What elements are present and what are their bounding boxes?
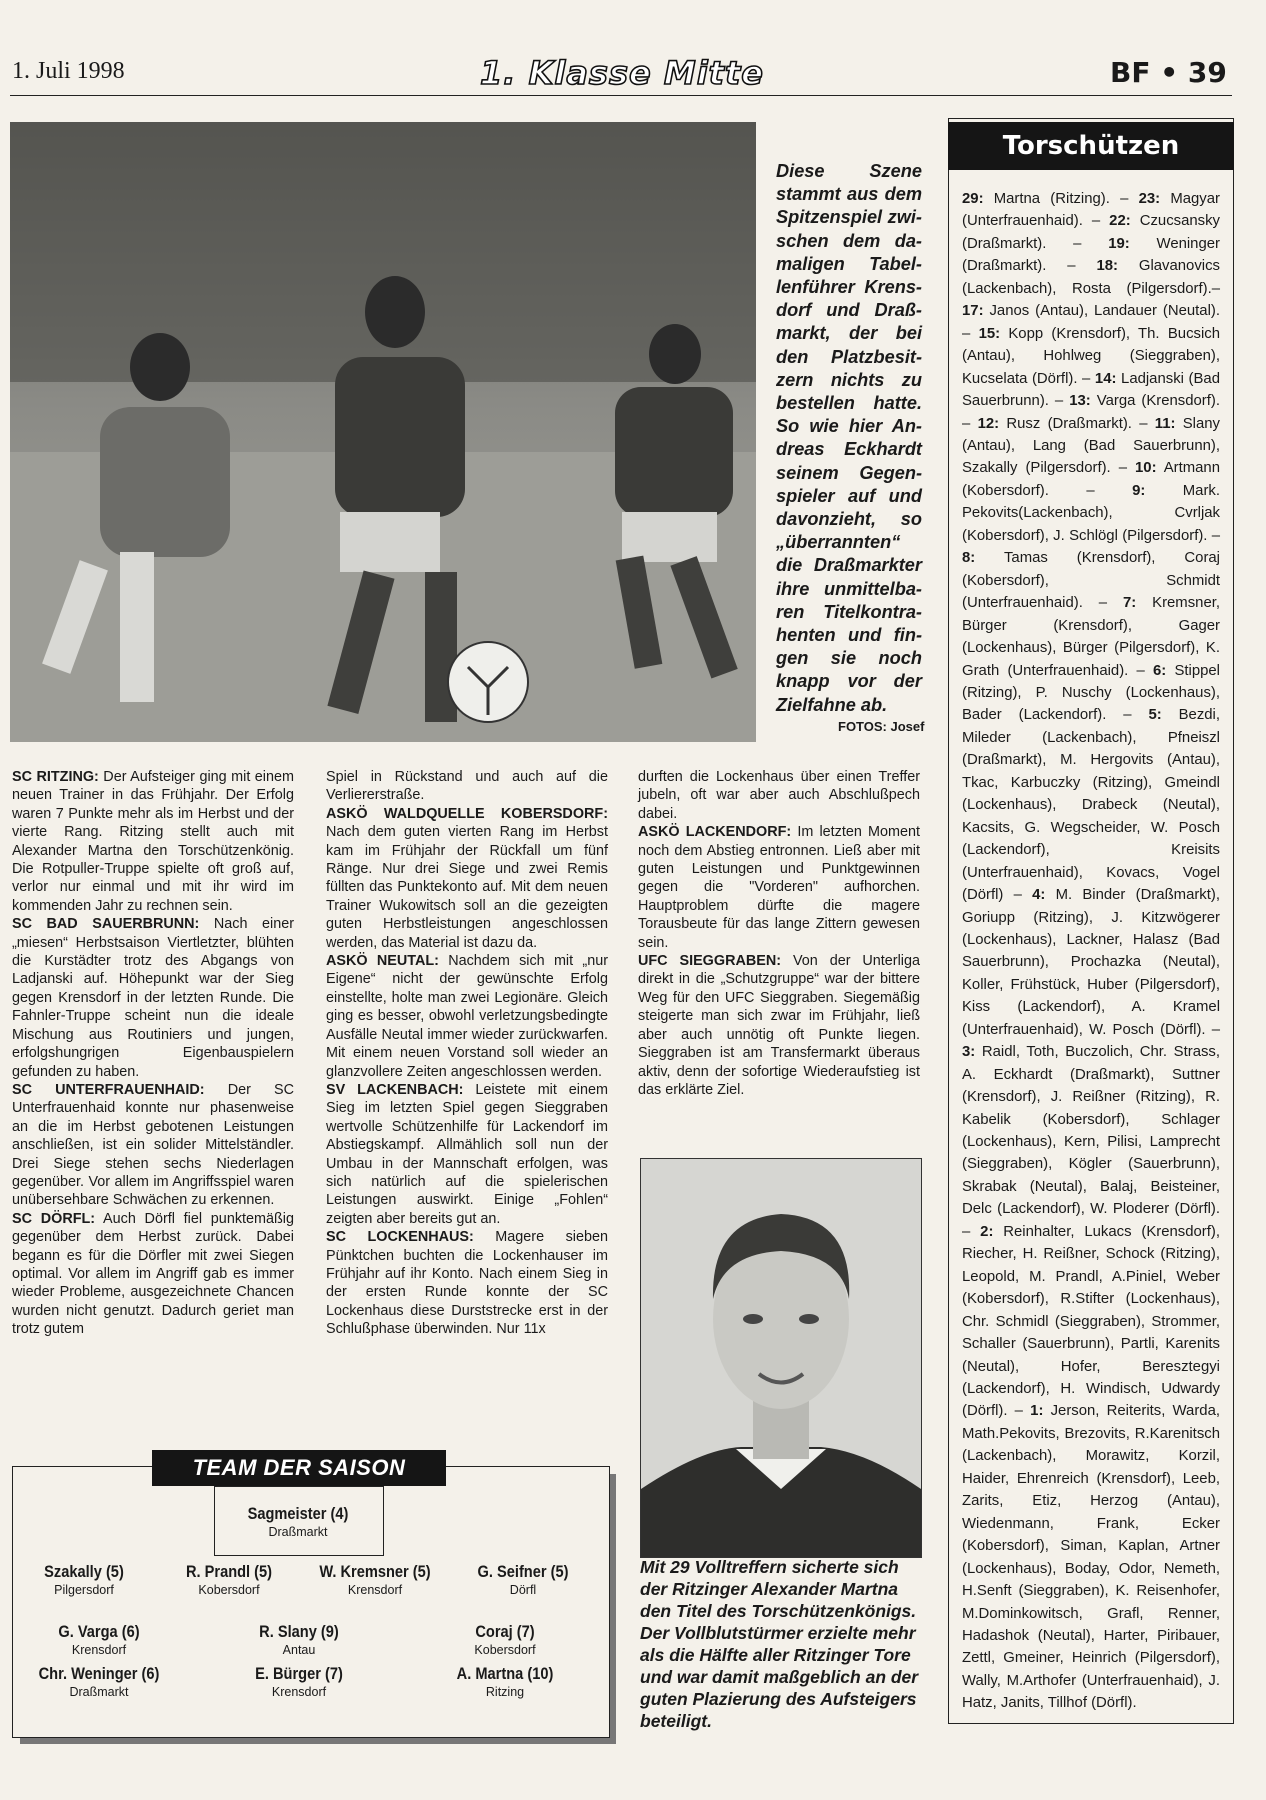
player-club: Kobersdorf <box>474 1643 536 1657</box>
player-name: Chr. Weninger (6) <box>38 1664 160 1683</box>
scorer-names: Varga (Krensdorf). – <box>962 393 1220 432</box>
team-player <box>14 1664 184 1699</box>
photo-caption-line: lenführer Krens- <box>776 277 922 298</box>
player-club: Kobersdorf <box>198 1583 260 1597</box>
club-heading: SC RITZING: <box>12 769 99 785</box>
goal-count: 4: <box>1032 887 1046 904</box>
photo-caption-line: gen sie noch <box>776 648 922 669</box>
photo-caption-line: markt, der bei <box>776 323 922 344</box>
goal-count: 22: <box>1109 213 1131 230</box>
photo-caption-line: dorf und Draß- <box>776 300 922 321</box>
paragraph-text: durften die Lockenhaus über einen Treffer jubeln, oft war aber auch Abschlußpech dabei. <box>638 769 920 822</box>
photo-caption <box>776 160 922 717</box>
player-club: Antau <box>282 1643 316 1657</box>
paragraph-text: Nach einer „miesen“ Herbstsaison Viertletzter, blühten die Kurstädter trotz des Abgangs von Ladjanski auf. Höhepunkt war der Sieg gegen Krensdorf in der letzten Runde. Die Fahnler-Truppe scheint nun die ideale Mischung aus Routiniers und jungen, erfolgshungrigen Eigenbauspielern gefunden zu haben. <box>12 916 295 1080</box>
scorer-names: Jerson, Reiterits, Warda, Math.Pekovits, Brezovits, R.Karenitsch (Lackenbach), Morawitz, Korzil, Haider, Ehrenreich (Krensdorf), Leeb, Zarits, Etiz, Herzog (Antau), Wiedenmann, Frank, Ecker (Kobersdorf), Siman, Kaplan, Artner (Lockenhaus), Boday, Odor, Nemeth, H.Senft (Sieggraben), K. Reisenhofer, M.Dominkowitsch, Grafl, Renner, Hadashok (Neutal), Harter, Piribauer, Zettl, Gmeiner, Heinrich (Pilgersdorf), Wally, M.Arthofer (Unterfrauenhaid), J. Hatz, Janits, Tillhof (Dörfl). <box>962 1403 1220 1712</box>
photo-caption-line: spieler auf und <box>776 485 922 506</box>
photo-caption-line: dreas Eckhardt <box>776 439 922 460</box>
photo-caption-line: So wie hier An- <box>776 416 922 437</box>
club-heading: ASKÖ LACKENDORF: <box>638 824 792 841</box>
goal-count: 5: <box>1148 707 1162 724</box>
player-name: A. Martna (10) <box>456 1664 554 1683</box>
goal-count: 17: <box>962 303 984 320</box>
player-name: Coraj (7) <box>475 1622 535 1641</box>
header-rule <box>10 95 1232 96</box>
article-paragraph <box>12 1081 294 1210</box>
article-paragraph <box>12 1210 294 1339</box>
scorer-names: Magyar (Unterfrauenhaid). – <box>962 191 1220 230</box>
scorer-names: Stippel (Ritzing), P. Nuschy (Lockenhaus), Bader (Lackendorf). – <box>962 662 1220 724</box>
article-paragraph <box>326 768 608 805</box>
goal-count: 12: <box>977 415 1000 432</box>
goal-count: 13: <box>1069 393 1091 410</box>
scorer-names: Glavanovics (Lackenbach), Rosta (Pilgersdorf).– <box>962 258 1220 297</box>
goal-count: 6: <box>1153 662 1167 679</box>
player-club: Draßmarkt <box>268 1525 328 1539</box>
player-club: Draßmarkt <box>69 1685 129 1699</box>
paragraph-text: Im letzten Moment noch dem Abstieg entronnen. Ließ aber mit guten Leistungen und Punktgewinnen gegen die "Vorderen" aufhorchen. Hauptproblem dürfte die magere Torausbeute für das lange Zittern gewesen sein. <box>638 824 920 951</box>
photo-caption-line: maligen Tabel- <box>776 253 922 274</box>
scorer-names: Tamas (Krensdorf), Coraj (Kobersdorf), Schmidt (Unterfrauenhaid). – <box>962 550 1220 612</box>
paragraph-text: Nach dem guten vierten Rang im Herbst kam im Frühjahr der Rückfall um fünf Ränge. Nur drei Siege und zwei Remis füllten das Punktekonto auf. Mit dem neuen Trainer Wukowitsch soll an die gezeigten guten Herbstleistungen angeschlossen werden, das Material ist dazu da. <box>326 824 608 951</box>
scorer-names: Mark. Pekovits(Lackenbach), Cvrljak (Kobersdorf), J. Schlögl (Pilgersdorf). – <box>962 482 1220 544</box>
club-heading: SC UNTERFRAUENHAID: <box>12 1081 205 1098</box>
goal-count: 11: <box>1154 415 1176 432</box>
photo-caption-line: ihre unmittelba- <box>776 578 922 599</box>
goal-count: 1: <box>1030 1403 1044 1420</box>
paragraph-text: Der Aufsteiger ging mit einem neuen Trainer in das Frühjahr. Der Erfolg waren 7 Punkte mehr als im Herbst und der vierte Rang. Ritzing stellt auch mit Alexander Martna den Torschützenkönig. Die Rotpuller-Truppe spielte oft groß auf, verlor nur einmal und mit ihr wird im kommenden Jahr zu rechnen sein. <box>12 769 294 914</box>
issue-date: 1. Juli 1998 <box>12 58 125 84</box>
section-title: 1. Klasse Mitte <box>480 54 764 92</box>
goal-count: 10: <box>1135 460 1157 477</box>
article-paragraph <box>326 1081 608 1228</box>
scorer-names: Slany (Antau), Lang (Bad Sauerbrunn), Szakally (Pilgersdorf). – <box>962 415 1220 477</box>
team-player <box>14 1622 184 1657</box>
goal-count: 15: <box>978 325 1001 342</box>
club-heading: SV LACKENBACH: <box>326 1081 464 1098</box>
photo-caption-line: schen dem da- <box>776 230 922 251</box>
photo-caption-line: die Draßmarkter <box>776 555 922 576</box>
scorers-title: Torschützen <box>948 122 1234 170</box>
photo-caption-line: zern nichts zu <box>776 369 922 390</box>
photo-caption-line: Diese Szene <box>776 161 922 181</box>
scorer-names: Bezdi, Mileder (Lackenbach), Pfneiszl (Draßmarkt), M. Hergovits (Antau), Tkac, Karbuczky (Ritzing), Gmeindl (Lockenhaus), Drabeck (Neutal), Kacsits, G. Wegscheider, W. Posch (Lackendorf), Kreisits (Unterfrauenhaid), Kovacs, Vogel (Dörfl) – <box>962 707 1220 904</box>
player-club: Krensdorf <box>71 1643 127 1657</box>
player-name: Szakally (5) <box>44 1562 124 1581</box>
goal-count: 3: <box>962 1044 976 1061</box>
club-heading: SC BAD SAUERBRUNN: <box>12 916 200 933</box>
player-name: Sagmeister (4) <box>247 1504 349 1523</box>
team-player <box>14 1562 154 1597</box>
photo-caption-line: ren Titelkontra- <box>776 601 922 622</box>
scorer-names: Raidl, Toth, Buczolich, Chr. Strass, A. Eckhardt (Draßmarkt), Suttner (Krensdorf), J. Reißner (Ritzing), R. Kabelik (Kobersdorf), Schlager (Lockenhaus), Kern, Pilisi, Lamprecht (Sieggraben), Kögler (Sauerbrunn), Skrabak (Neutal), Balaj, Beisteiner, Delc (Lackendorf), W. Ploderer (Dörfl). – <box>962 1044 1220 1240</box>
scorer-names: Martna (Ritzing). – <box>983 191 1139 207</box>
scorers-list <box>962 188 1220 1715</box>
article-paragraph <box>12 915 294 1081</box>
player-name: R. Slany (9) <box>259 1622 339 1641</box>
team-player <box>300 1562 450 1597</box>
article-paragraph <box>638 952 920 1099</box>
team-player <box>214 1504 382 1539</box>
match-photo-illustration <box>10 122 756 742</box>
photo-caption-line: den Platzbesit- <box>776 346 922 367</box>
photo-caption-line: bestellen hatte. <box>776 393 922 414</box>
scorer-names: Kopp (Krensdorf), Th. Bucsich (Antau), Hohlweg (Sieggraben), Kucselata (Dörfl). – <box>962 325 1220 387</box>
paragraph-text: Spiel in Rückstand und auch auf die Verliererstraße. <box>326 769 608 804</box>
photo-caption-line: Zielfahne ab. <box>776 694 888 715</box>
team-player <box>420 1664 590 1699</box>
article-paragraph <box>638 823 920 952</box>
paragraph-text: Leistete mit einem Sieg im letzten Spiel gegen Sieggraben wertvolle Schützenhilfe für Lackendorf im Abstiegskampf. Allmählich soll nun der Umbau in der Mannschaft erfolgen, was sich natürlich auf die spielerischen Leistungen auswirkt. Einige „Fohlen“ zeigten aber bereits gut an. <box>326 1081 608 1227</box>
article-paragraph <box>326 805 608 952</box>
player-name: R. Prandl (5) <box>185 1562 273 1581</box>
photo-caption-line: davonzieht, so <box>776 509 922 530</box>
article-paragraph <box>638 768 920 823</box>
player-club: Krensdorf <box>271 1685 327 1699</box>
photo-caption-line: henten und fin- <box>776 625 922 646</box>
page-number: BF • 39 <box>1110 56 1227 89</box>
club-heading: UFC SIEGGRABEN: <box>638 953 782 970</box>
goal-count: 19: <box>1108 235 1130 252</box>
club-heading: ASKÖ WALDQUELLE KOBERSDORF: <box>326 805 608 822</box>
portrait-caption: Mit 29 Volltreffern sicherte sich der Ritzinger Alexander Martna den Titel des Torschützenkönigs. Der Vollblutstürmer erzielte mehr als die Hälfte aller Ritzinger Tore und war damit maßgeblich an der guten Plazierung des Aufsteigers beteiligt. <box>640 1557 919 1731</box>
portrait-illustration <box>641 1159 921 1557</box>
photo-caption-line: stammt aus dem <box>776 184 922 205</box>
goal-count: 18: <box>1096 258 1118 275</box>
paragraph-text: Nachdem sich mit „nur Eigene“ nicht der gewünschte Erfolg einstellte, holte man zwei Legionäre. Gleich ging es besser, obwohl verletzungsbedingte Ausfälle Neutal immer wieder zurückwarfen. Mit einem neuen Vorstand soll wieder an glanzvollere Zeiten angeschlossen werden. <box>326 953 608 1080</box>
player-name: E. Bürger (7) <box>255 1664 343 1683</box>
photo-caption-line: knapp vor der <box>776 671 922 692</box>
paragraph-text: Magere sieben Pünktchen buchten die Lockenhauser im Frühjahr auf ihr Konto. Nach einem Sieg in der ersten Runde konnte der SC Lockenhaus diese Durststrecke erst in der Schlußphase überwinden. Nur 11x <box>326 1229 608 1338</box>
article-paragraph <box>326 1228 608 1338</box>
scorer-names: Artmann (Kobersdorf). – <box>962 460 1220 499</box>
player-name: G. Varga (6) <box>58 1622 140 1641</box>
club-heading: ASKÖ NEUTAL: <box>326 953 439 970</box>
team-player <box>448 1562 598 1597</box>
scorer-names: Reinhalter, Lukacs (Krensdorf), Riecher, H. Reißner, Schock (Ritzing), Leopold, M. Prandl, A.Piniel, Weber (Kobersdorf), R.Stifter (Lockenhaus), Chr. Schmidl (Sieggraben), Strommer, Schaller (Sauerbrunn), Partli, Karenits (Neutal), Hofer, Beresztegyi (Lackendorf), H. Windisch, Udwardy (Dörfl). – <box>962 1223 1220 1420</box>
player-name: W. Kremsner (5) <box>319 1562 431 1581</box>
club-heading: SC LOCKENHAUS: <box>326 1229 474 1246</box>
scorer-names: Czucsansky (Draßmarkt). – <box>962 213 1220 252</box>
scorer-names: Kremsner, Bürger (Krensdorf), Gager (Lockenhaus), Bürger (Pilgersdorf), K. Grath (Unterfrauenhaid). – <box>962 595 1220 679</box>
player-club: Krensdorf <box>347 1583 403 1597</box>
team-player <box>420 1622 590 1657</box>
goal-count: 7: <box>1122 595 1137 612</box>
match-photo <box>10 122 756 742</box>
scorer-names: Janos (Antau), Landauer (Neutal). – <box>962 303 1220 342</box>
player-name: G. Seifner (5) <box>477 1562 569 1581</box>
goal-count: 14: <box>1094 370 1117 387</box>
photo-credit: FOTOS: Josef <box>838 719 925 734</box>
scorer-names: M. Binder (Draßmarkt), Goriupp (Ritzing), J. Kitzwögerer (Lockenhaus), Lackner, Halasz (Bad Sauerbrunn), Prochazka (Neutal), Koller, Frühstück, Huber (Pilgersdorf), Kiss (Lackendorf), A. Kramel (Unterfrauenhaid), W. Posch (Dörfl). – <box>962 887 1220 1038</box>
article-paragraph <box>12 768 294 915</box>
club-heading: SC DÖRFL: <box>12 1210 96 1227</box>
team-player <box>214 1622 384 1657</box>
paragraph-text: Von der Unterliga direkt in die „Schutzgruppe“ war der bittere Weg für den UFC Sieggraben. Siegemäßig steigerte man sich zwar im Frühjahr, ließ aber auch unnötig oft Punkte liegen. Sieggraben ist am Transfermarkt überaus aktiv, denn der sofortige Wiederaufstieg ist das erklärte Ziel. <box>638 953 920 1098</box>
article-column-1 <box>12 768 294 1339</box>
article-column-2 <box>326 768 608 1339</box>
portrait-photo <box>640 1158 922 1558</box>
scorer-names: Rusz (Draßmarkt). – <box>999 415 1155 432</box>
goal-count: 23: <box>1138 191 1161 207</box>
player-club: Ritzing <box>485 1685 525 1699</box>
scorer-names: Ladjanski (Bad Sauerbrunn). – <box>962 370 1220 410</box>
team-player <box>154 1562 304 1597</box>
goal-count: 8: <box>962 550 976 567</box>
article-paragraph <box>326 952 608 1081</box>
photo-caption-line: seinem Gegen- <box>776 462 922 483</box>
team-player <box>214 1664 384 1699</box>
goal-count: 29: <box>962 191 984 207</box>
scorer-names: Weninger (Draßmarkt). – <box>962 235 1220 275</box>
player-club: Pilgersdorf <box>54 1583 114 1597</box>
player-club: Dörfl <box>509 1583 537 1597</box>
goal-count: 9: <box>1132 482 1146 499</box>
team-of-season-title: TEAM DER SAISON <box>152 1450 446 1486</box>
paragraph-text: Auch Dörfl fiel punktemäßig gegenüber dem Herbst zurück. Dabei begann es für die Dörfler mit zwei Siegen optimal. Vor allem im Angriff gab es immer wieder Probleme, ausgezeichnete Chancen wurden nicht genutzt. Dadurch geriet man trotz gutem <box>12 1210 294 1338</box>
goal-count: 2: <box>980 1223 994 1240</box>
photo-caption-line: Spitzenspiel zwi- <box>776 207 922 228</box>
photo-caption-line: „überrannten“ <box>776 532 901 553</box>
paragraph-text: Der SC Unterfrauenhaid konnte nur phasenweise an die im Herbst gebotenen Leistungen anschließen, ist ein solider Mittelständler. Drei Siege stehen sechs Niederlagen gegenüber. Vor allem im Angriffsspiel waren unübersehbare Schwächen zu erkennen. <box>12 1081 294 1209</box>
article-column-3 <box>638 768 920 1099</box>
